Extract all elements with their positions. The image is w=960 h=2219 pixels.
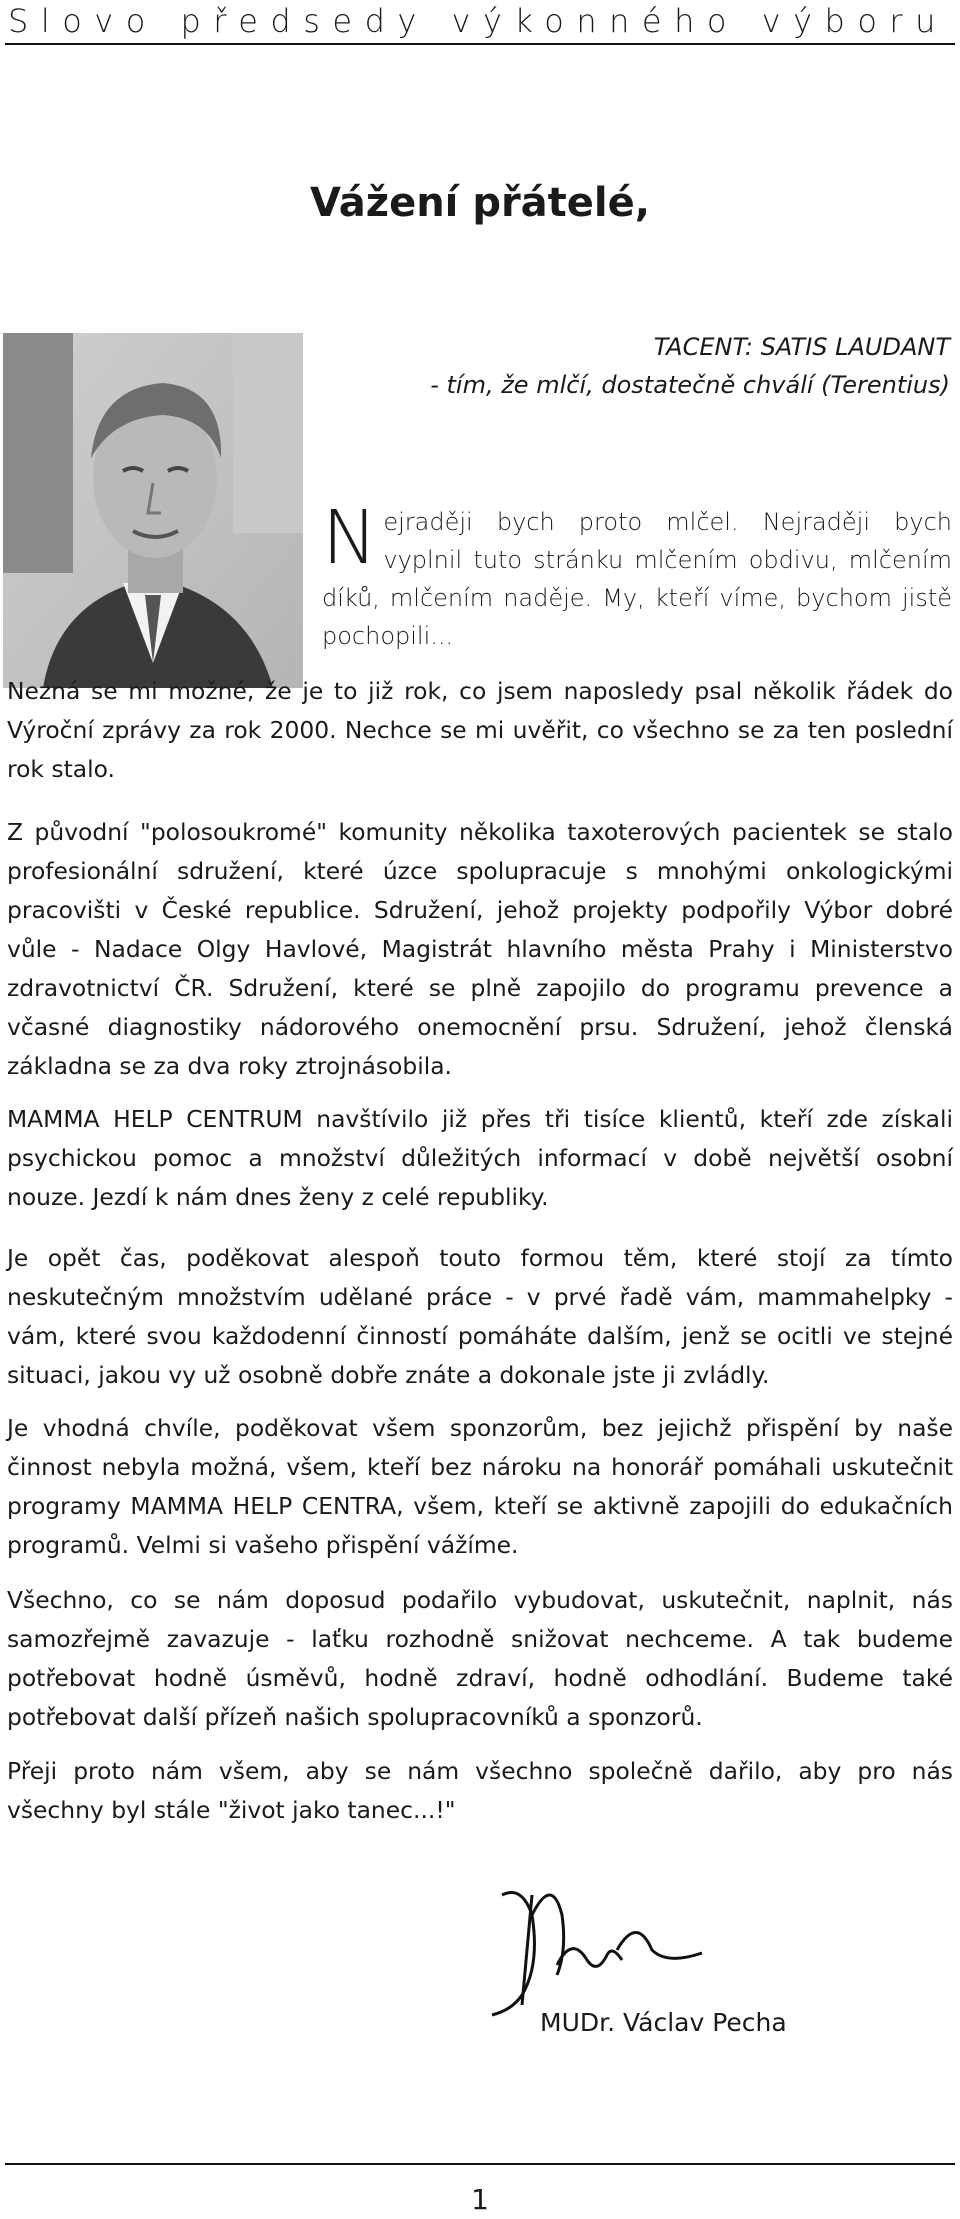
body-paragraph-2 bbox=[7, 813, 953, 1086]
salutation-heading: Vážení přátelé, bbox=[310, 180, 650, 226]
motto-line-1: TACENT: SATIS LAUDANT bbox=[653, 333, 950, 361]
motto-line-2: - tím, že mlčí, dostatečně chválí (Terentius) bbox=[430, 371, 950, 399]
header-rule bbox=[5, 43, 955, 45]
dropcap-letter: N bbox=[322, 495, 378, 581]
signer-name: MUDr. Václav Pecha bbox=[540, 2008, 787, 2037]
paragraph-text: MAMMA HELP CENTRUM navštívilo již přes tři tisíce klientů, kteří zde získali psychickou pomoc a množství důležitých informací v době největší osobní nouze. Jezdí k nám dnes ženy z celé republiky. bbox=[7, 1105, 953, 1211]
portrait-illustration bbox=[3, 333, 303, 688]
intro-text: ejraději bych proto mlčel. Nejraději bych vyplnil tuto stránku mlčením obdivu, mlčením díků, mlčením naděje. My, kteří víme, bychom jistě pochopili... bbox=[322, 508, 952, 650]
paragraph-text: Přeji proto nám všem, aby se nám všechno společně dařilo, aby pro nás všechny byl stále "život jako tanec...!" bbox=[7, 1757, 953, 1824]
intro-paragraph bbox=[322, 495, 952, 655]
paragraph-text: Nezná se mi možné, že je to již rok, co jsem naposledy psal několik řádek do Výroční zprávy za rok 2000. Nechce se mi uvěřit, co všechno se za ten poslední rok stalo. bbox=[7, 677, 953, 783]
body-paragraph-1 bbox=[7, 672, 953, 789]
footer-rule bbox=[5, 2163, 955, 2165]
paragraph-text: Je opět čas, poděkovat alespoň touto formou těm, které stojí za tímto neskutečným množstvím udělané práce - v prvé řadě vám, mammahelpky - vám, které svou každodenní činností pomáháte dalším, jenž se ocitli ve stejné situaci, jakou vy už osobně dobře znáte a dokonale jste ji zvládly. bbox=[7, 1244, 953, 1389]
paragraph-text: Z původní "polosoukromé" komunity několika taxoterových pacientek se stalo profesionální sdružení, které úzce spolupracuje s mnohými onkologickými pracovišti v České republice. Sdružení, jehož projekty podpořily Výbor dobré vůle - Nadace Olgy Havlové, Magistrát hlavního města Prahy i Ministerstvo zdravotnictví ČR. Sdružení, které se plně zapojilo do programu prevence a včasné diagnostiky nádorového onemocnění prsu. Sdružení, jehož členská základna se za dva roky ztrojnásobila. bbox=[7, 818, 953, 1080]
paragraph-text: Všechno, co se nám doposud podařilo vybudovat, uskutečnit, naplnit, nás samozřejmě zavazuje - laťku rozhodně snižovat nechceme. A tak budeme potřebovat hodně úsměvů, hodně zdraví, hodně odhodlání. Budeme také potřebovat další přízeň našich spolupracovníků a sponzorů. bbox=[7, 1586, 953, 1731]
body-paragraph-3 bbox=[7, 1100, 953, 1217]
body-paragraph-5 bbox=[7, 1409, 953, 1565]
motto-quote bbox=[350, 328, 950, 404]
body-paragraph-7 bbox=[7, 1752, 953, 1830]
paragraph-text: Je vhodná chvíle, poděkovat všem sponzorům, bez jejichž přispění by naše činnost nebyla možná, všem, kteří bez nároku na honorář pomáhali uskutečnit programy MAMMA HELP CENTRA, všem, kteří se aktivně zapojili do edukačních programů. Velmi si vašeho přispění vážíme. bbox=[7, 1414, 953, 1559]
body-paragraph-4 bbox=[7, 1239, 953, 1395]
page-header-title: Slovo předsedy výkonného výboru bbox=[8, 2, 948, 40]
body-paragraph-6 bbox=[7, 1581, 953, 1737]
handwritten-signature bbox=[462, 1855, 742, 2025]
page-number: 1 bbox=[471, 2183, 489, 2216]
author-portrait-photo bbox=[3, 333, 303, 688]
